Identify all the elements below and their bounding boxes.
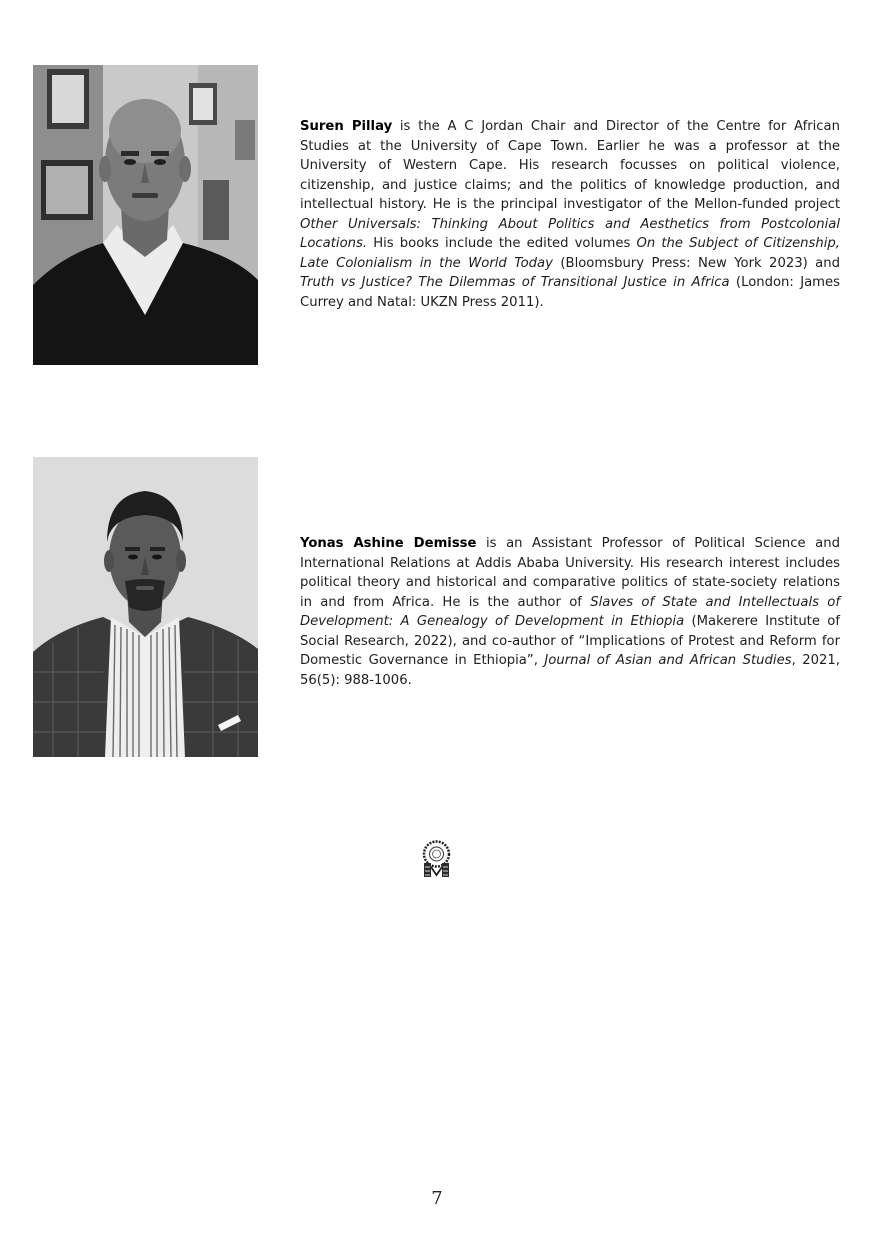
author-photo-suren-pillay <box>33 65 258 365</box>
author-photo-yonas-ashine-demisse <box>33 457 258 757</box>
author-name: Yonas Ashine Demisse <box>300 536 477 551</box>
bio-yonas-ashine-demisse <box>300 534 840 690</box>
author-name: Suren Pillay <box>300 119 393 134</box>
bio-text: His books include the edited volumes <box>367 236 637 251</box>
page-number: 7 <box>431 1188 443 1209</box>
book-title: Slaves of State and Intellectuals of Development: A Genealogy of Development in Ethiopia <box>300 594 840 629</box>
journal-title: Journal of Asian and African Studies <box>544 653 792 668</box>
bio-text: (Bloomsbury Press: New York 2023) and <box>552 255 840 271</box>
bio-text: , 2021, 56(5): 988-1006. <box>300 653 840 688</box>
project-title: Other Universals: Thinking About Politics and Aesthetics from Postcolonial Locations. <box>300 216 840 251</box>
portrait-image <box>33 457 258 757</box>
book-title: On the Subject of Citizenship, Late Colonialism in the World Today <box>300 236 840 271</box>
portrait-image <box>33 65 258 365</box>
book-title: Truth vs Justice? The Dilemmas of Transitional Justice in Africa <box>300 275 730 290</box>
publisher-logo-icon <box>421 839 452 879</box>
bio-text: (London: James Currey and Natal: UKZN Press 2011). <box>300 275 840 310</box>
bio-text: is the A C Jordan Chair and Director of the Centre for African Studies at the University of Cape Town. Earlier he was a professor at the University of Western Cape. His research focusses on political violence, citizenship, and justice claims; and the politics of knowledge production, and intellectual history. He is the principal investigator of the Mellon-funded project <box>300 119 840 212</box>
bio-text: is an Assistant Professor of Political Science and International Relations at Addis Ababa University. His research interest includes political theory and historical and comparative politics of state-society relations in and from Africa. He is the author of <box>300 536 840 610</box>
bio-text: (Makerere Institute of Social Research, 2022), and co-author of “Implications of Protest and Reform for Domestic Governance in Ethiopia”, <box>300 614 840 668</box>
bio-suren-pillay <box>300 117 840 312</box>
